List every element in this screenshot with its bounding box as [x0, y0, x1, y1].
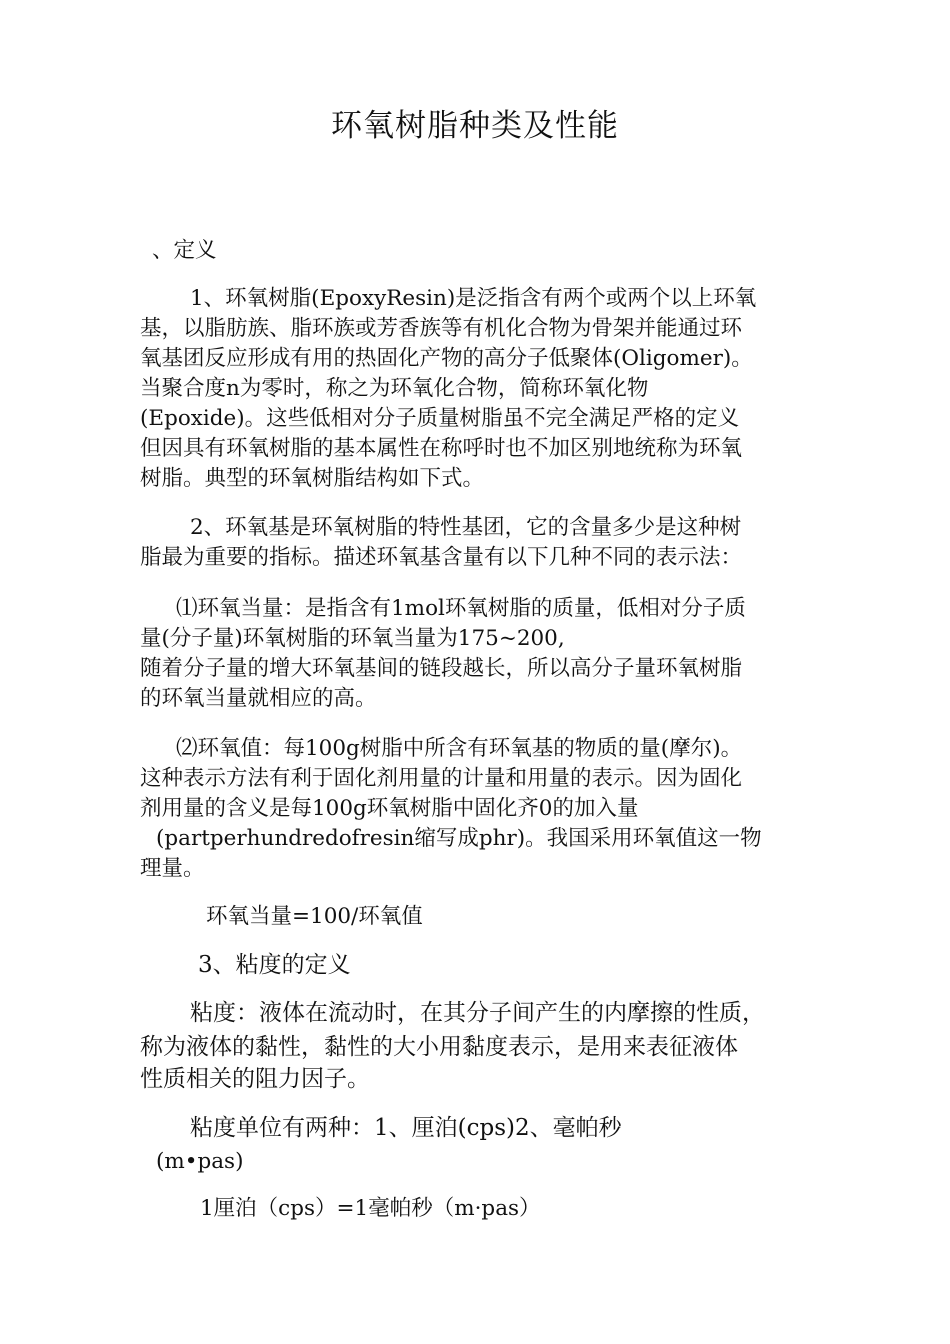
paragraph-line: 这种表示方法有利于固化剂用量的计量和用量的表示。因为固化: [140, 766, 743, 791]
paragraph-line: ⑴环氧当量：是指含有1mol环氧树脂的质量，低相对分子质: [176, 596, 746, 621]
paragraph-line: 量(分子量)环氧树脂的环氧当量为175~200,: [140, 626, 565, 651]
formula-line: 环氧当量=100/环氧值: [206, 904, 423, 929]
paragraph-line: 理量。: [140, 856, 205, 881]
paragraph-line: 1、环氧树脂(EpoxyResin)是泛指含有两个或两个以上环氧: [190, 286, 757, 311]
paragraph-line: (m•pas): [156, 1149, 244, 1174]
paragraph-line: 粘度单位有两种：1、厘泊(cps)2、毫帕秒: [190, 1115, 622, 1141]
document-title: 环氧树脂种类及性能: [331, 108, 619, 144]
paragraph-line: 性质相关的阻力因子。: [140, 1066, 370, 1092]
paragraph-line: 粘度：液体在流动时，在其分子间产生的内摩擦的性质，: [190, 1000, 765, 1026]
section-heading-viscosity: 3、粘度的定义: [198, 952, 351, 978]
formula-line: 1厘泊（cps）=1毫帕秒（m·pas）: [200, 1196, 541, 1221]
paragraph-line: (partperhundredofresin缩写成phr)。我国采用环氧值这一物: [156, 826, 762, 851]
paragraph-line: 剂用量的含义是每100g环氧树脂中固化齐0的加入量: [140, 796, 639, 821]
paragraph-line: 基，以脂肪族、脂环族或芳香族等有机化合物为骨架并能通过环: [140, 316, 743, 341]
paragraph-line: 脂最为重要的指标。描述环氧基含量有以下几种不同的表示法：: [140, 545, 743, 570]
paragraph-line: ⑵环氧值：每100g树脂中所含有环氧基的物质的量(摩尔)。: [176, 736, 743, 761]
paragraph-line: 称为液体的黏性，黏性的大小用黏度表示，是用来表征液体: [140, 1034, 738, 1060]
paragraph-line: 2、环氧基是环氧树脂的特性基团，它的含量多少是这种树: [190, 515, 742, 540]
paragraph-line: 的环氧当量就相应的高。: [140, 686, 377, 711]
paragraph-line: 树脂。典型的环氧树脂结构如下式。: [140, 466, 485, 491]
paragraph-line: 随着分子量的增大环氧基间的链段越长，所以高分子量环氧树脂: [140, 656, 743, 681]
paragraph-line: 氧基团反应形成有用的热固化产物的高分子低聚体(Oligomer)。: [140, 346, 753, 371]
paragraph-line: (Epoxide)。这些低相对分子质量树脂虽不完全满足严格的定义: [140, 406, 740, 431]
section-heading-definition: 、定义: [152, 238, 217, 263]
paragraph-line: 但因具有环氧树脂的基本属性在称呼时也不加区别地统称为环氧: [140, 436, 743, 461]
paragraph-line: 当聚合度n为零时，称之为环氧化合物，简称环氧化物: [140, 376, 649, 401]
